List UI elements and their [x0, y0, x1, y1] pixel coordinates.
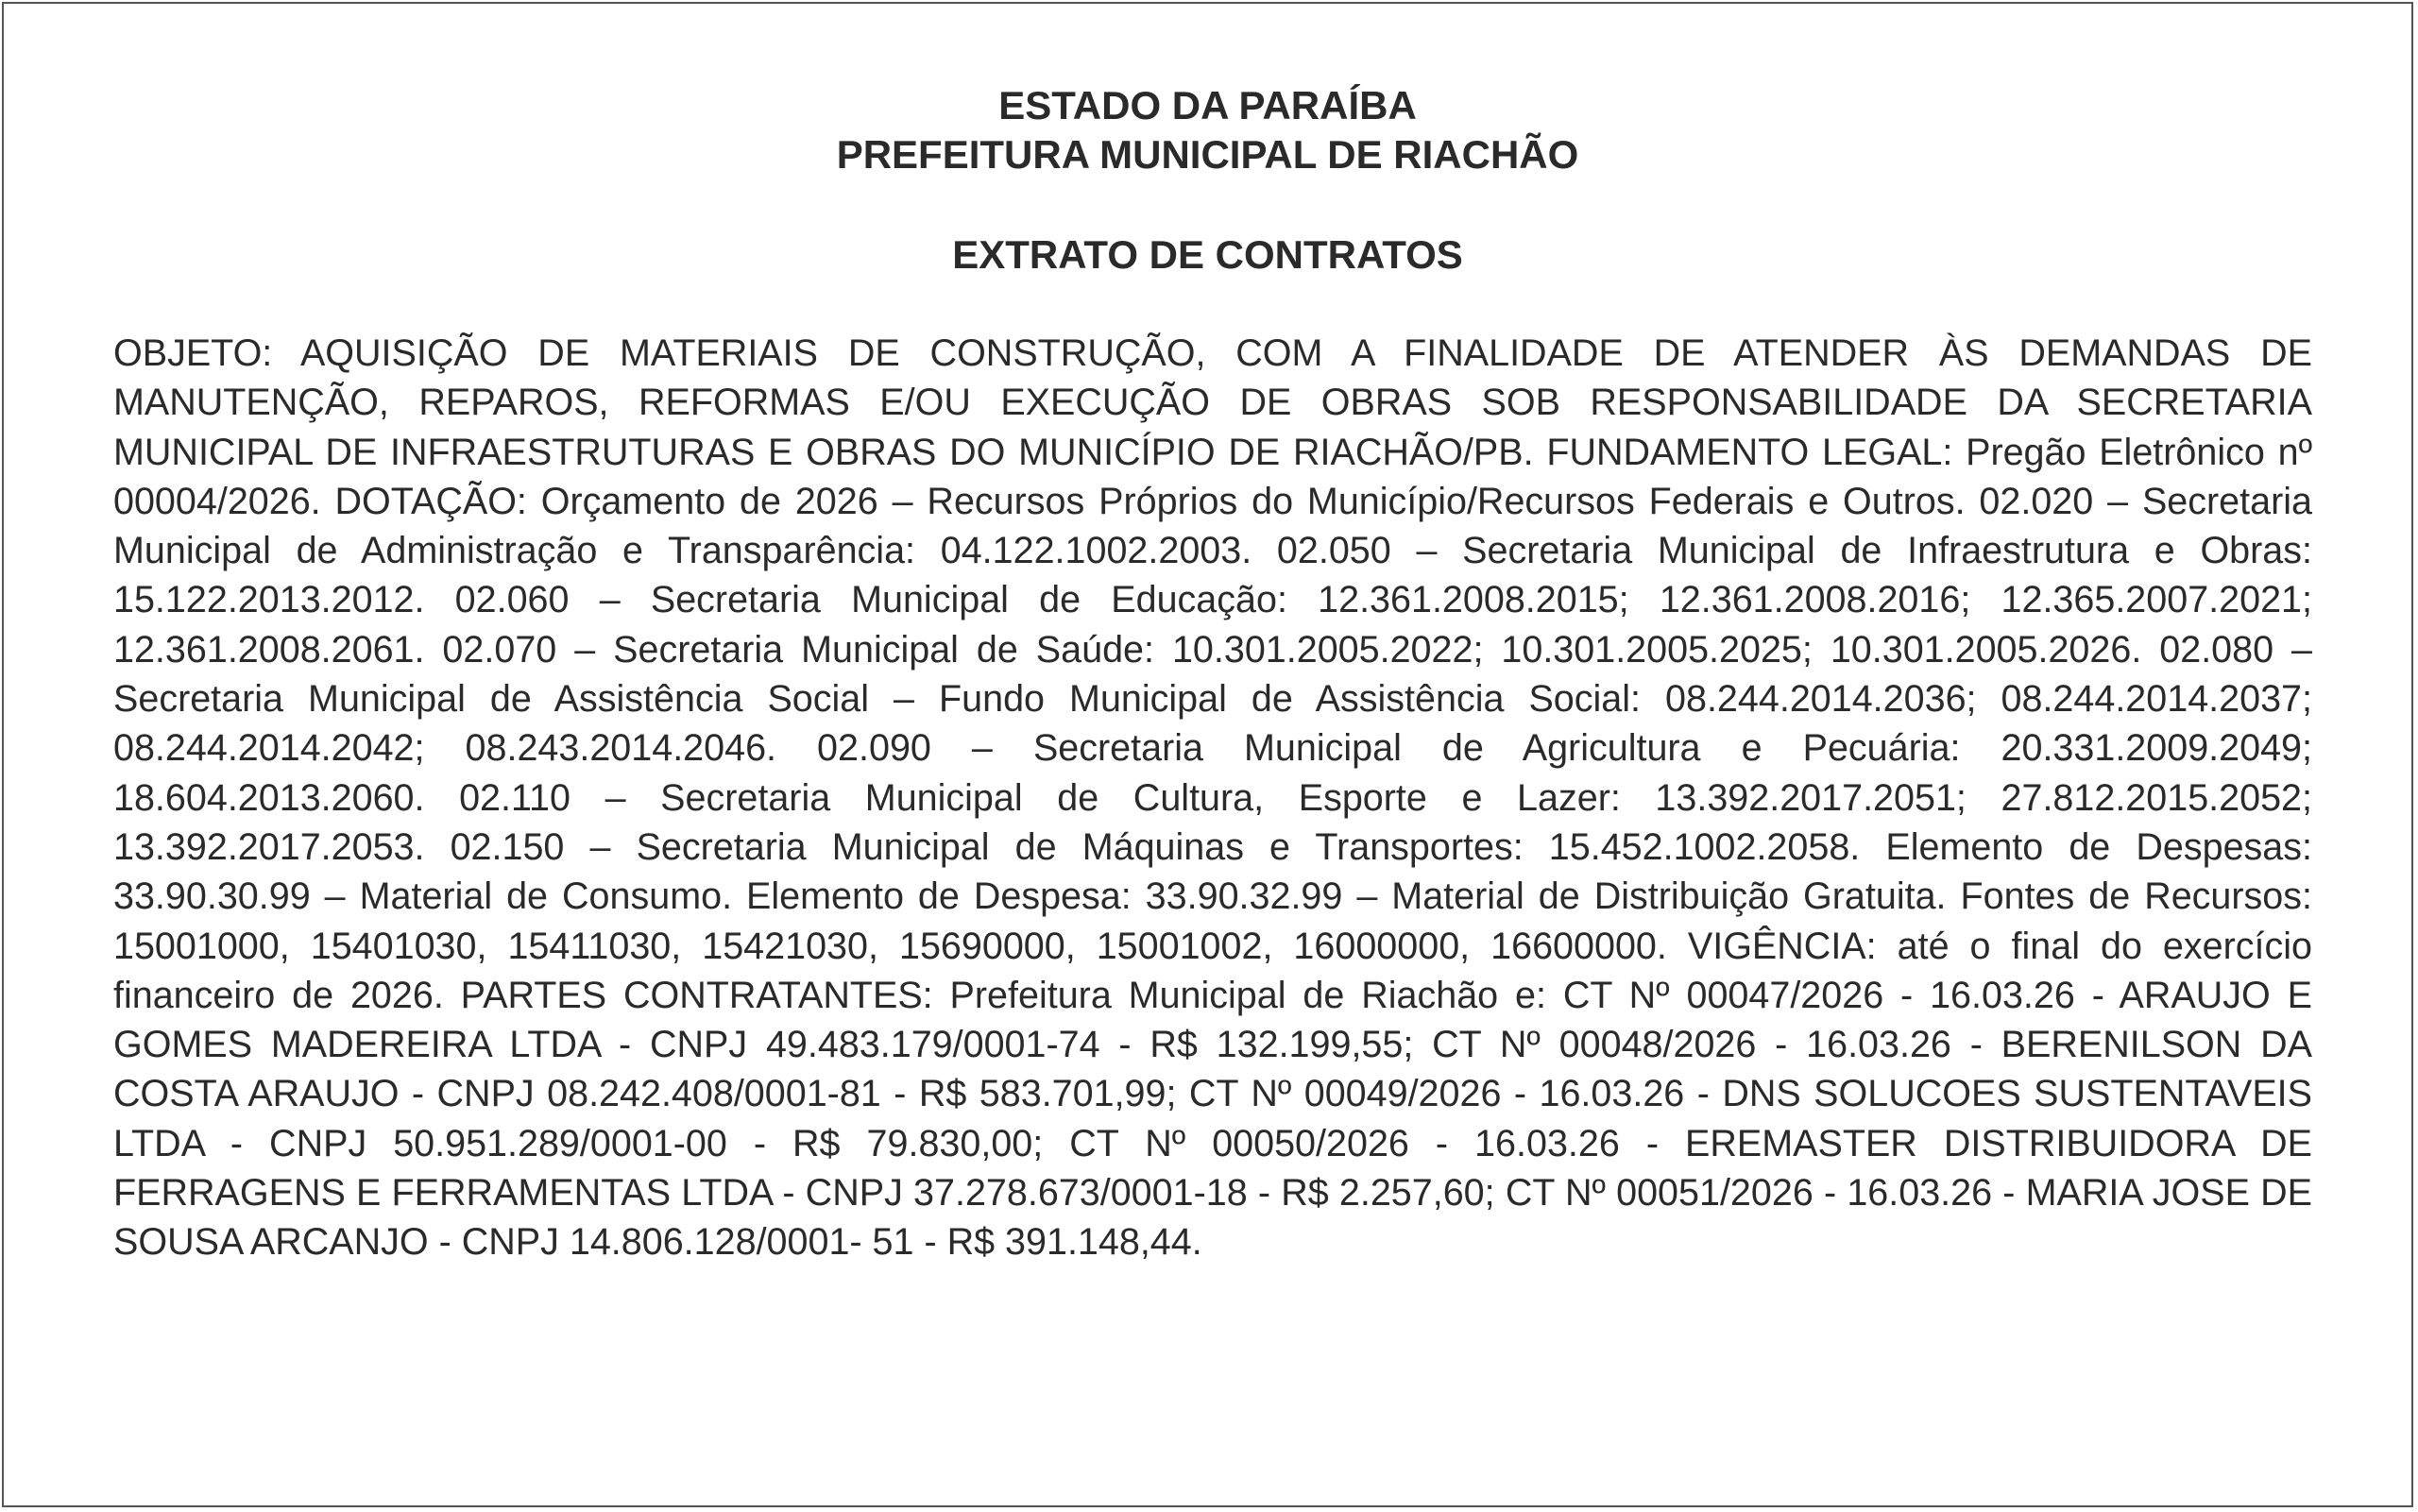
document-header — [4, 81, 2411, 179]
state-heading: ESTADO DA PARAÍBA — [998, 83, 1417, 127]
document-title: EXTRATO DE CONTRATOS — [952, 232, 1463, 277]
contract-extract-body: OBJETO: AQUISIÇÃO DE MATERIAIS DE CONSTRUÇÃO, COM A FINALIDADE DE ATENDER ÀS DEMANDAS DE MANUTENÇÃO, REPAROS, REFORMAS E/OU EXECUÇÃO DE OBRAS SOB RESPONSABILIDADE DA SECRETARIA MUNICIPAL DE INFRAESTRUTURAS E OBRAS DO MUNICÍPIO DE RIACHÃO/PB. FUNDAMENTO LEGAL: Pregão Eletrônico nº 00004/2026. DOTAÇÃO: Orçamento de 2026 – Recursos Próprios do Município/Recursos Federais e Outros. 02.020 – Secretaria Municipal de Administração e Transparência: 04.122.1002.2003. 02.050 – Secretaria Municipal de Infraestrutura e Obras: 15.122.2013.2012. 02.060 – Secretaria Municipal de Educação: 12.361.2008.2015; 12.361.2008.2016; 12.365.2007.2021; 12.361.2008.2061. 02.070 – Secretaria Municipal de Saúde: 10.301.2005.2022; 10.301.2005.2025; 10.301.2005.2026. 02.080 – Secretaria Municipal de Assistência Social – Fundo Municipal de Assistência Social: 08.244.2014.2036; 08.244.2014.2037; 08.244.2014.2042; 08.243.2014.2046. 02.090 – Secretaria Municipal de Agricultura e Pecuária: 20.331.2009.2049; 18.604.2013.2060. 02.110 – Secretaria Municipal de Cultura, Esporte e Lazer: 13.392.2017.2051; 27.812.2015.2052; 13.392.2017.2053. 02.150 – Secretaria Municipal de Máquinas e Transportes: 15.452.1002.2058. Elemento de Despesas: 33.90.30.99 – Material de Consumo. Elemento de Despesa: 33.90.32.99 – Material de Distribuição Gratuita. Fontes de Recursos: 15001000, 15401030, 15411030, 15421030, 15690000, 15001002, 16000000, 16600000. VIGÊNCIA: até o final do exercício financeiro de 2026. PARTES CONTRATANTES: Prefeitura Municipal de Riachão e: CT Nº 00047/2026 - 16.03.26 - ARAUJO E GOMES MADEREIRA LTDA - CNPJ 49.483.179/0001-74 - R$ 132.199,55; CT Nº 00048/2026 - 16.03.26 - BERENILSON DA COSTA ARAUJO - CNPJ 08.242.408/0001-81 - R$ 583.701,99; CT Nº 00049/2026 - 16.03.26 - DNS SOLUCOES SUSTENTAVEIS LTDA - CNPJ 50.951.289/0001-00 - R$ 79.830,00; CT Nº 00050/2026 - 16.03.26 - EREMASTER DISTRIBUIDORA DE FERRAGENS E FERRAMENTAS LTDA - CNPJ 37.278.673/0001-18 - R$ 2.257,60; CT Nº 00051/2026 - 16.03.26 - MARIA JOSE DE SOUSA ARCANJO - CNPJ 14.806.128/0001- 51 - R$ 391.148,44. — [113, 332, 2312, 1264]
document-frame — [2, 2, 2413, 1507]
municipality-heading: PREFEITURA MUNICIPAL DE RIACHÃO — [836, 132, 1579, 177]
